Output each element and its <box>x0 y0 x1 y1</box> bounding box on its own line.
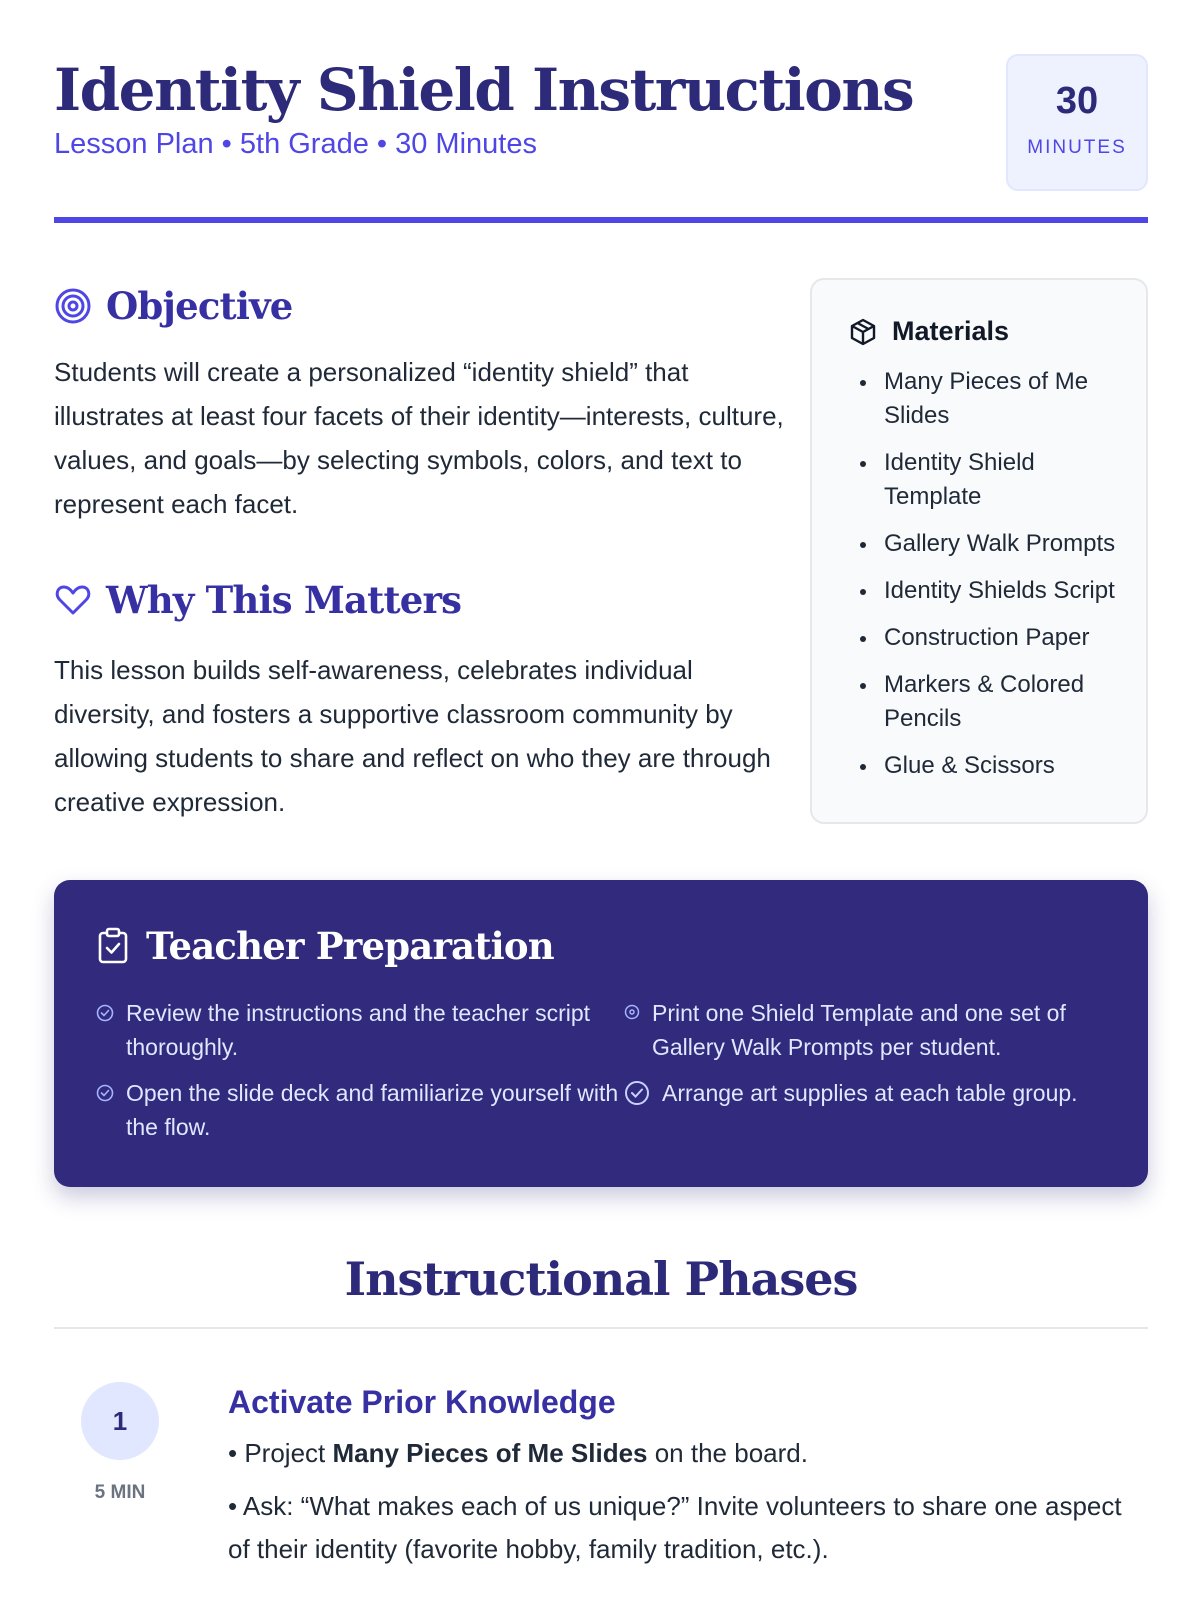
box-icon <box>848 317 878 347</box>
prep-list <box>96 996 1148 1144</box>
list-item: Construction Paper <box>848 621 1138 655</box>
phase-step <box>228 1432 1128 1475</box>
materials-card <box>810 278 1148 824</box>
list-item: Identity Shields Script <box>848 574 1138 608</box>
check-circle-icon <box>624 1004 640 1020</box>
objective-text: Students will create a personalized “identity shield” that illustrates at least four facets of their identity—interests, culture, values, and goals—by selecting symbols, colors, and text to represent each facet. <box>54 357 784 519</box>
duration-number: 30 <box>1055 80 1099 122</box>
duration-badge <box>1006 54 1148 191</box>
phase-step: • Ask: “What makes each of us unique?” Invite volunteers to share one aspect of their identity (favorite hobby, family tradition, etc.). <box>228 1491 1122 1564</box>
target-icon <box>54 287 92 325</box>
teacher-preparation-card <box>54 880 1148 1187</box>
check-circle-icon <box>96 1084 114 1102</box>
why-text: This lesson builds self-awareness, celebrates individual diversity, and fosters a supportive classroom community by allowing students to share and reflect on who they are through creative expression. <box>54 655 771 817</box>
phase-title: Activate Prior Knowledge <box>228 1384 616 1420</box>
duration-unit: MINUTES <box>1027 137 1127 158</box>
materials-list <box>848 365 1146 783</box>
heart-icon <box>54 581 92 619</box>
list-item <box>624 1076 1124 1144</box>
list-item: Identity Shield Template <box>848 446 1138 514</box>
why-section <box>54 574 784 824</box>
list-item <box>624 996 1124 1064</box>
list-item: Gallery Walk Prompts <box>848 527 1138 561</box>
page-subtitle: Lesson Plan • 5th Grade • 30 Minutes <box>54 128 537 160</box>
phase-step-bold: Many Pieces of Me Slides <box>332 1438 648 1468</box>
phases-title: Instructional Phases <box>344 1252 858 1306</box>
list-item <box>96 1076 624 1144</box>
phase-time: 5 MIN <box>94 1482 146 1503</box>
why-title: Why This Matters <box>106 578 462 622</box>
prep-item-text: Arrange art supplies at each table group. <box>662 1080 1078 1106</box>
prep-item-text: Open the slide deck and familiarize yourself with the flow. <box>126 1080 619 1140</box>
page-header <box>54 54 1148 224</box>
phase-number: 1 <box>81 1382 159 1460</box>
phase-step-prefix: • Project <box>228 1438 333 1468</box>
objective-section <box>54 280 784 526</box>
materials-title: Materials <box>892 316 1010 346</box>
check-circle-icon <box>624 1080 650 1106</box>
phases-divider <box>54 1327 1148 1329</box>
overview-column <box>54 280 784 824</box>
list-item: Many Pieces of Me Slides <box>848 365 1138 433</box>
prep-item-text: Print one Shield Template and one set of Gallery Walk Prompts per student. <box>652 1000 1066 1060</box>
prep-item-text: Review the instructions and the teacher script thoroughly. <box>126 1000 591 1060</box>
phase-step-suffix: on the board. <box>647 1438 808 1468</box>
objective-title: Objective <box>106 284 293 328</box>
header-divider <box>54 217 1148 223</box>
list-item: Glue & Scissors <box>848 749 1138 783</box>
phase-body <box>228 1382 1128 1571</box>
page-title: Identity Shield Instructions <box>54 56 914 124</box>
list-item <box>96 996 624 1064</box>
list-item: Markers & Colored Pencils <box>848 668 1138 736</box>
check-circle-icon <box>96 1004 114 1022</box>
prep-title: Teacher Preparation <box>146 924 554 968</box>
clipboard-check-icon <box>96 927 130 965</box>
